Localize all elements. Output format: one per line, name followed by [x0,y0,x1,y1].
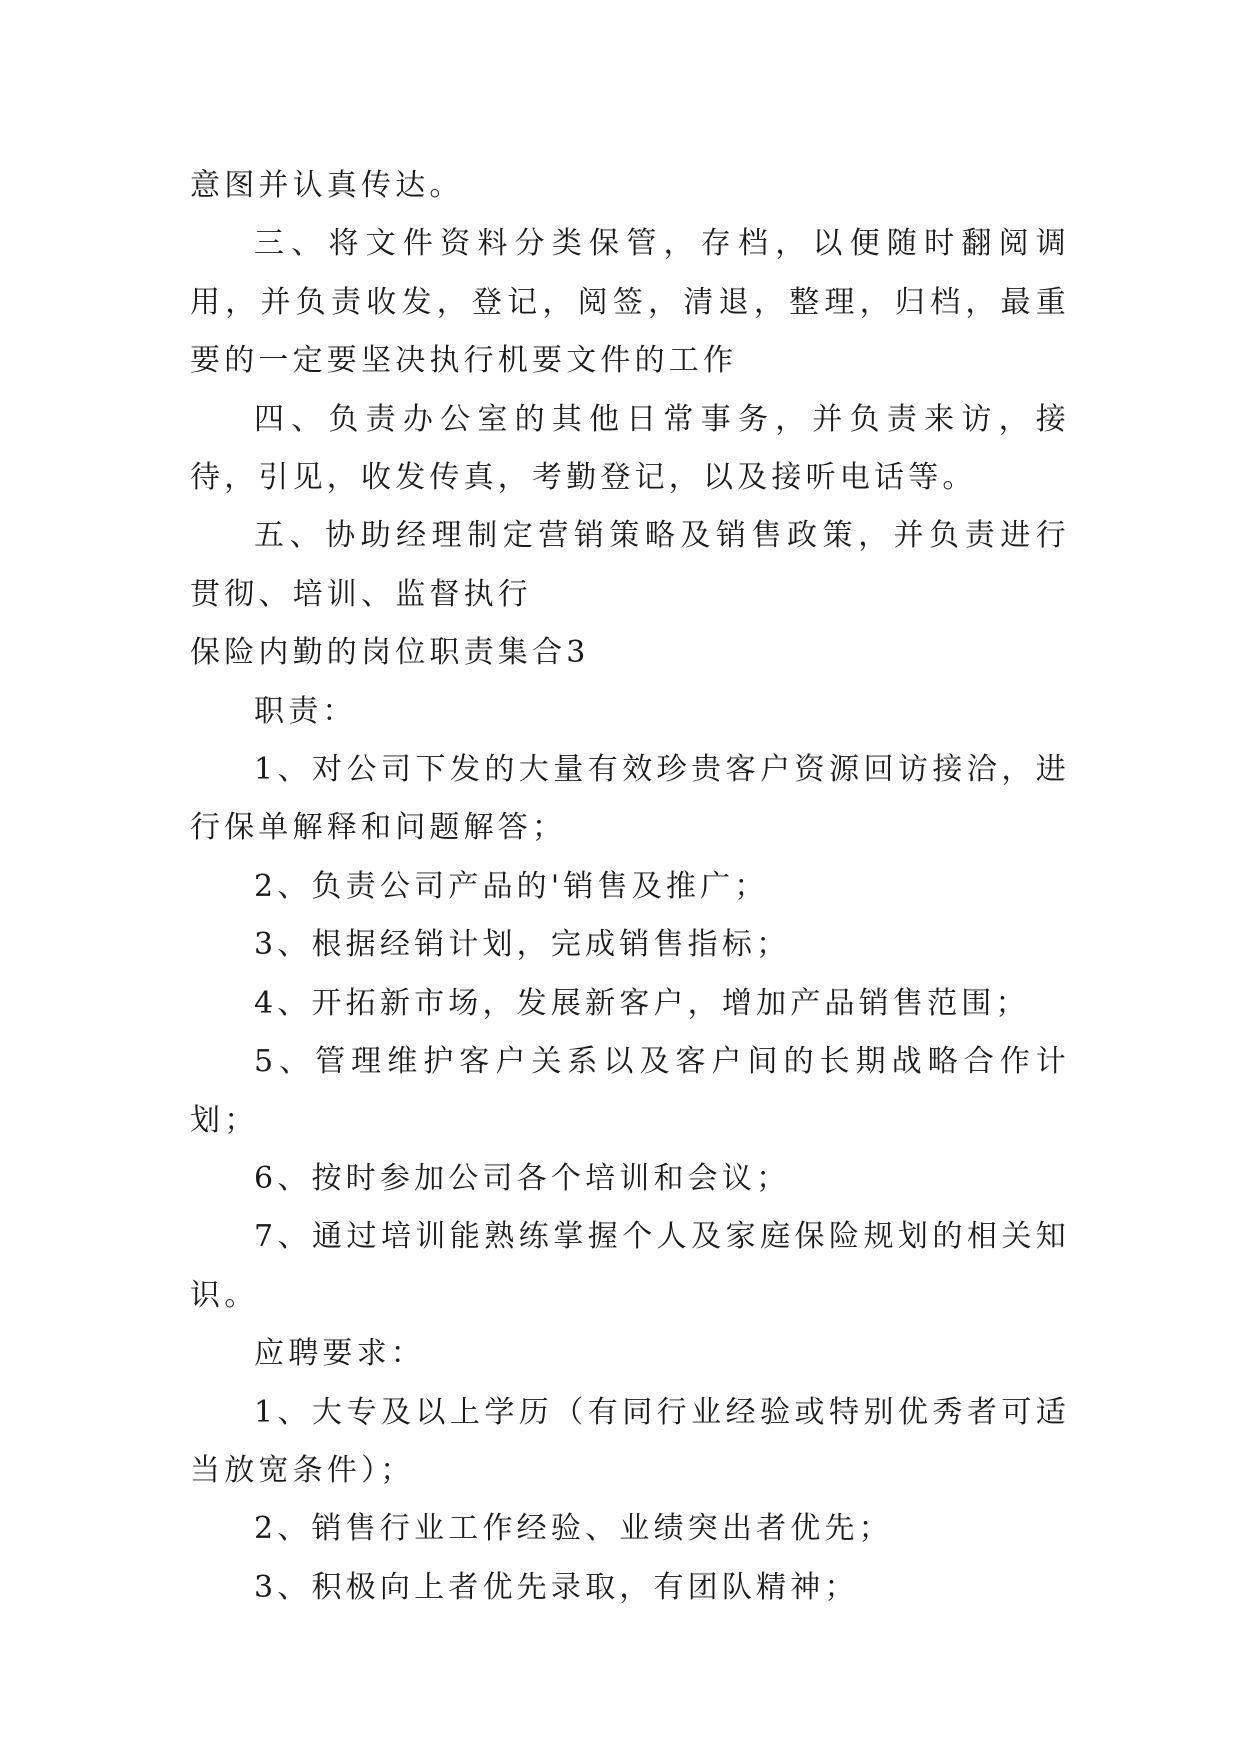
list-item: 1、对公司下发的大量有效珍贵客户资源回访接洽，进行保单解释和问题解答； [190,752,1070,846]
list-item: 3、根据经销计划，完成销售指标； [254,927,791,963]
document-body [190,157,1070,1617]
subheading-requirements: 应聘要求： [254,1336,425,1372]
paragraph: 五、协助经理制定营销策略及销售政策，并负责进行贯彻、培训、监督执行 [190,518,1070,612]
paragraph: 意图并认真传达。 [190,168,464,203]
paragraph: 三、将文件资料分类保管，存档，以便随时翻阅调用，并负责收发，登记，阅签，清退，整理，归档，最重要的一定要坚决执行机要文件的工作 [190,226,1070,379]
paragraph: 四、负责办公室的其他日常事务，并负责来访，接待，引见，收发传真，考勤登记，以及接听电话等。 [190,401,1070,496]
section-heading: 保险内勤的岗位职责集合3 [190,635,590,671]
list-item: 5、管理维护客户关系以及客户间的长期战略合作计划； [190,1044,1070,1138]
list-item: 2、负责公司产品的'销售及推广； [254,868,769,904]
list-item: 2、销售行业工作经验、业绩突出者优先； [254,1511,893,1547]
list-item: 1、大专及以上学历（有同行业经验或特别优秀者可适当放宽条件）； [190,1394,1070,1488]
list-item: 3、积极向上者优先录取，有团队精神； [254,1569,859,1605]
subheading-duties: 职责： [254,693,357,729]
list-item: 7、通过培训能熟练掌握个人及家庭保险规划的相关知识。 [190,1219,1070,1313]
list-item: 4、开拓新市场，发展新客户，增加产品销售范围； [254,985,1030,1021]
list-item: 6、按时参加公司各个培训和会议； [254,1160,791,1196]
